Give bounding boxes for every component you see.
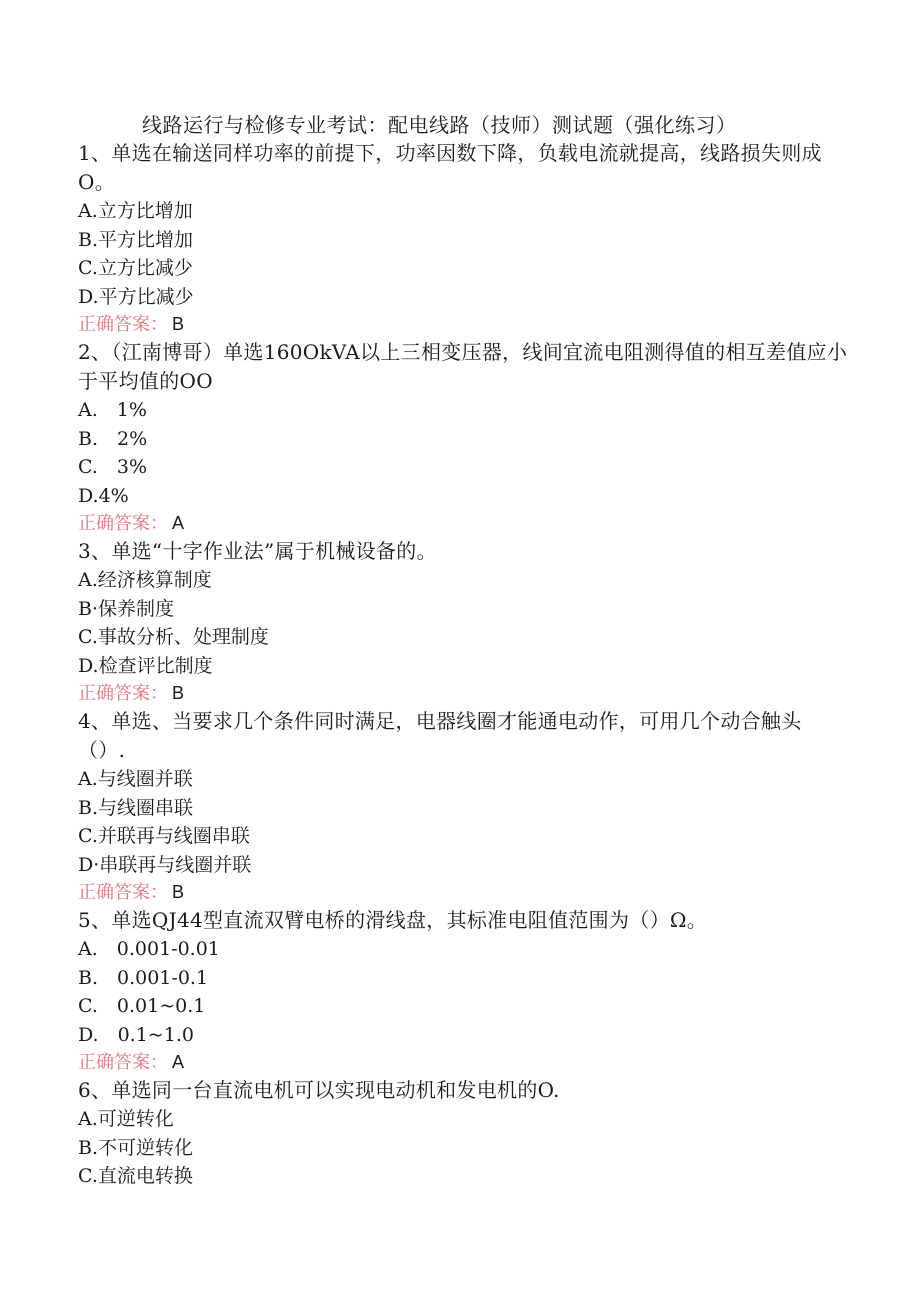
answer-label: 正确答案： (78, 1052, 168, 1073)
question-4 (78, 707, 848, 906)
option-b: B.不可逆转化 (78, 1136, 194, 1159)
question-3 (78, 537, 848, 707)
question-stem: 6、单选同一台直流电机可以实现电动机和发电机的O. (78, 1078, 560, 1102)
question-5 (78, 906, 848, 1076)
option-c: C.立方比减少 (78, 257, 193, 279)
answer-label: 正确答案： (78, 513, 168, 534)
option-a: A.可逆转化 (78, 1108, 174, 1130)
option-b: B.平方比增加 (78, 228, 194, 251)
question-stem: 3、单选“十字作业法”属于机械设备的。 (78, 539, 437, 563)
answer-value: B (172, 882, 185, 902)
question-stem: 5、单选QJ44型直流双臂电桥的滑线盘，其标准电阻值范围为（）Ω。 (78, 908, 708, 932)
answer-line (78, 1049, 848, 1076)
option-d: D.检查评比制度 (78, 654, 213, 677)
option-b: B·保养制度 (78, 597, 175, 620)
option-b: B.与线圈串联 (78, 796, 194, 819)
document-title: 线路运行与检修专业考试：配电线路（技师）测试题（强化练习） (142, 113, 737, 137)
option-c: C. 3% (78, 456, 148, 478)
question-stem: 2、（江南博哥）单选160OkVA以上三相变压器，线间宜流电阻测得值的相互差值应小于平均值的OO (78, 340, 848, 393)
option-a: A.与线圈并联 (78, 768, 193, 790)
question-stem: 1、单选在输送同样功率的前提下，功率因数下降，负载电流就提高，线路损失则成O。 (78, 141, 822, 194)
option-d: D. 0.1~1.0 (78, 1023, 194, 1046)
answer-label: 正确答案： (78, 882, 168, 903)
option-d: D.4% (78, 484, 129, 507)
answer-value: B (172, 314, 185, 334)
answer-value: B (172, 683, 185, 703)
option-a: A.立方比增加 (78, 200, 193, 222)
option-b: B. 2% (78, 427, 148, 450)
answer-value: A (172, 513, 185, 533)
answer-line (78, 879, 848, 906)
option-b: B. 0.001-0.1 (78, 966, 209, 989)
option-d: D.平方比减少 (78, 285, 194, 308)
option-c: C. 0.01~0.1 (78, 995, 206, 1017)
option-c: C.直流电转换 (78, 1165, 193, 1187)
option-d: D·串联再与线圈并联 (78, 853, 252, 876)
question-stem: 4、单选、当要求几个条件同时满足，电器线圈才能通电动作，可用几个动合触头（）. (78, 709, 802, 762)
option-a: A.经济核算制度 (78, 569, 212, 591)
option-a: A. 1% (78, 399, 147, 421)
answer-line (78, 680, 848, 707)
option-c: C.事故分析、处理制度 (78, 626, 269, 648)
question-6 (78, 1076, 848, 1191)
option-c: C.并联再与线圈串联 (78, 825, 250, 847)
question-list (78, 139, 848, 1191)
answer-label: 正确答案： (78, 314, 168, 335)
option-a: A. 0.001-0.01 (78, 938, 220, 960)
answer-line (78, 510, 848, 537)
question-1 (78, 139, 848, 338)
answer-value: A (172, 1052, 185, 1072)
question-2 (78, 338, 848, 537)
answer-line (78, 311, 848, 338)
answer-label: 正确答案： (78, 683, 168, 704)
